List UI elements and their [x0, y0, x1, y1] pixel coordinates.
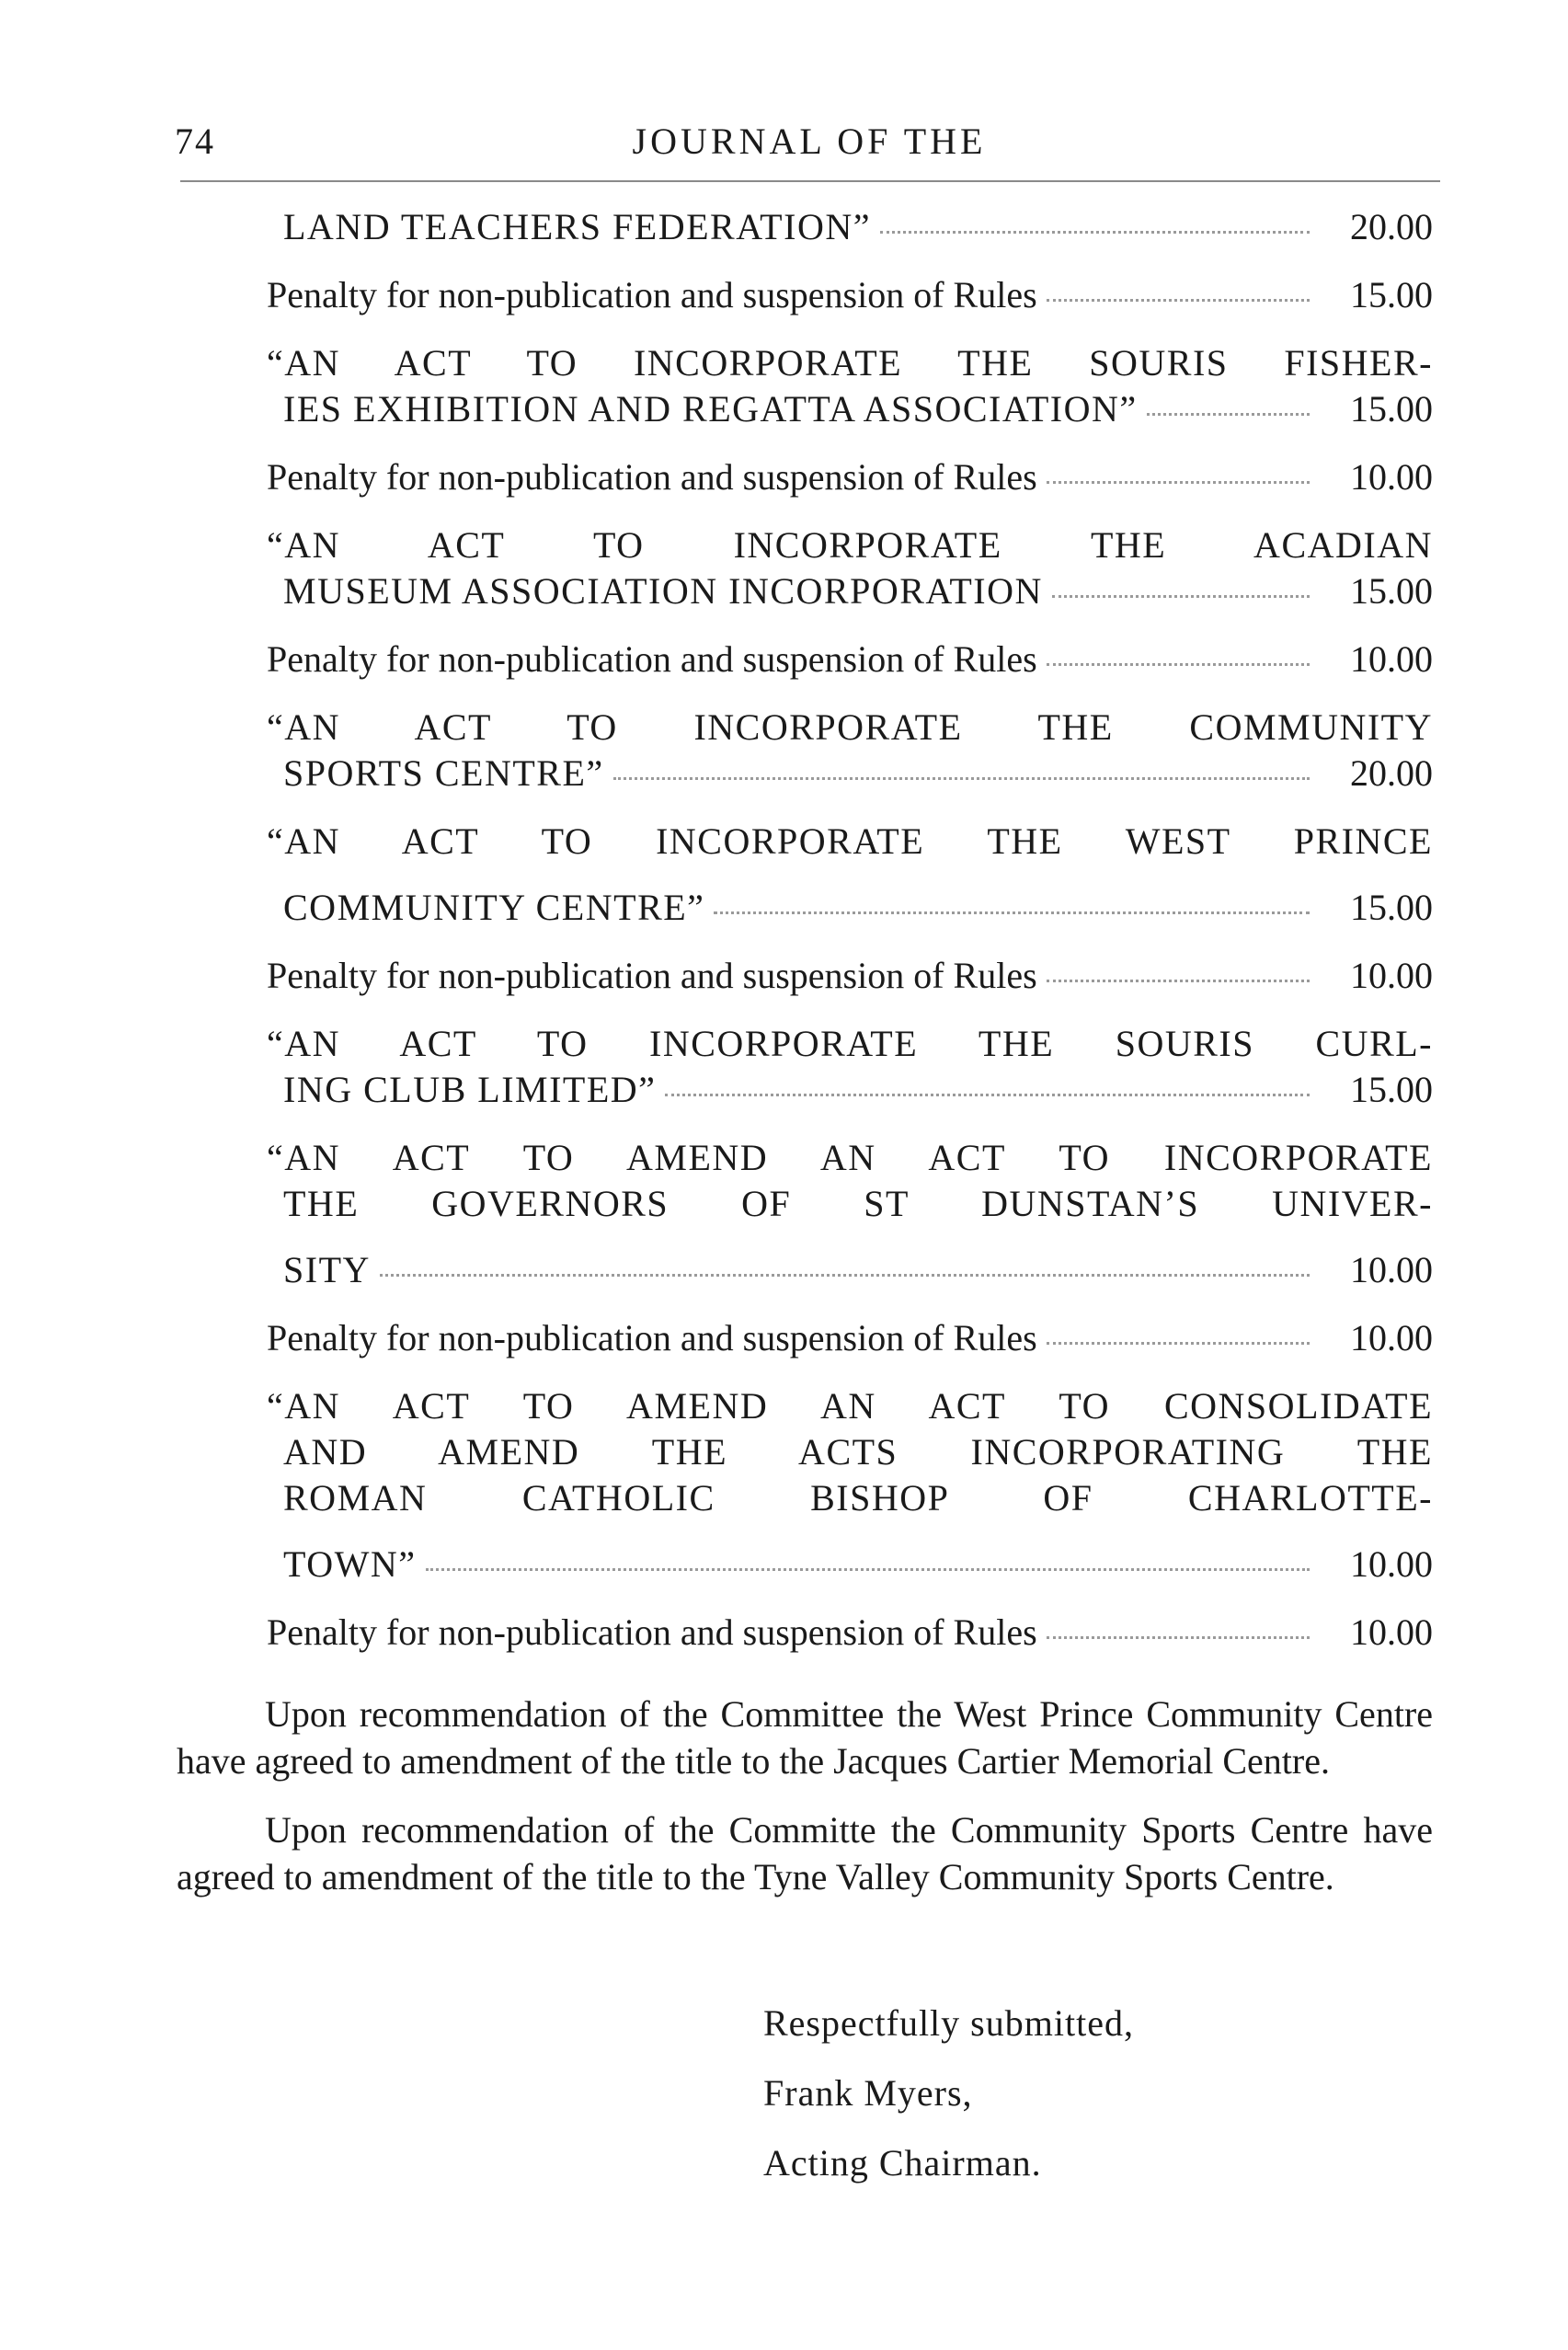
penalty-entry [267, 1610, 1433, 1656]
entry-text: Penalty for non-publication and suspension of Rules [267, 1611, 1037, 1653]
fee-amount: 15.00 [1350, 887, 1433, 928]
recommendation-paragraph: Upon recommendation of the Committee the West Prince Community Centre have agreed to amendment of the title to the Jacques Cartier Memorial Centre. [177, 1693, 1433, 1782]
fee-amount: 10.00 [1350, 1611, 1433, 1653]
dot-leader [714, 911, 1310, 914]
dot-leader [613, 777, 1310, 780]
entry-leader-line [267, 636, 1433, 682]
act-entry [267, 1135, 1433, 1293]
entry-leader-line [267, 885, 1433, 931]
act-entry [267, 204, 1433, 250]
running-head: JOURNAL OF THE [632, 120, 987, 162]
entry-text: “AN ACT TO AMEND AN ACT TO INCORPORATE [267, 1137, 1433, 1178]
entry-text: IES EXHIBITION AND REGATTA ASSOCIATION” [283, 388, 1138, 430]
fee-amount: 10.00 [1350, 955, 1433, 996]
entry-text: Penalty for non-publication and suspension of Rules [267, 638, 1037, 680]
penalty-entry [267, 636, 1433, 682]
committee-recommendations [177, 1691, 1433, 1900]
entry-text: MUSEUM ASSOCIATION INCORPORATION [283, 570, 1043, 612]
entry-text: “AN ACT TO INCORPORATE THE WEST PRINCE [267, 820, 1433, 862]
act-entry [267, 1021, 1433, 1113]
penalty-entry [267, 454, 1433, 500]
fee-schedule-list [267, 204, 1433, 1656]
entry-text: Penalty for non-publication and suspension of Rules [267, 1317, 1037, 1358]
signature-closing: Respectfully submitted, [763, 2002, 1134, 2044]
entry-text: “AN ACT TO INCORPORATE THE SOURIS FISHER- [267, 342, 1433, 384]
signature-name: Frank Myers, [763, 2072, 973, 2114]
entry-leader-line [267, 386, 1433, 432]
fee-amount: 15.00 [1350, 1069, 1433, 1110]
entry-text: LAND TEACHERS FEDERATION” [283, 206, 871, 247]
entry-text: Penalty for non-publication and suspension of Rules [267, 274, 1037, 315]
dot-leader [1147, 413, 1310, 416]
fee-amount: 10.00 [1350, 1317, 1433, 1358]
entry-leader-line [267, 953, 1433, 999]
fee-amount: 15.00 [1350, 570, 1433, 612]
act-entry [267, 522, 1433, 614]
entry-text: “AN ACT TO INCORPORATE THE COMMUNITY [267, 706, 1433, 748]
act-entry [267, 705, 1433, 797]
dot-leader [1047, 663, 1310, 666]
page-number: 74 [175, 120, 215, 162]
entry-leader-line [267, 1542, 1433, 1588]
entry-leader-line [267, 751, 1433, 797]
entry-text: Penalty for non-publication and suspension of Rules [267, 955, 1037, 996]
entry-leader-line [267, 1067, 1433, 1113]
recommendation-paragraph: Upon recommendation of the Committe the Community Sports Centre have agreed to amendment of the title to the Tyne Valley Community Sports Centre. [177, 1809, 1433, 1897]
fee-amount: 10.00 [1350, 1543, 1433, 1585]
page-header [175, 120, 1444, 175]
header-rule [180, 180, 1440, 182]
entry-text: AND AMEND THE ACTS INCORPORATING THE [283, 1431, 1433, 1473]
act-entry [267, 819, 1433, 931]
entry-text: “AN ACT TO INCORPORATE THE ACADIAN [267, 524, 1433, 566]
entry-leader-line [267, 568, 1433, 614]
dot-leader [880, 231, 1310, 234]
fee-amount: 10.00 [1350, 456, 1433, 498]
signature-title: Acting Chairman. [763, 2142, 1042, 2184]
penalty-entry [267, 953, 1433, 999]
dot-leader [1047, 1342, 1310, 1345]
dot-leader [1052, 595, 1310, 598]
dot-leader [1047, 980, 1310, 982]
entry-text: SITY [283, 1249, 371, 1290]
penalty-entry [267, 1315, 1433, 1361]
penalty-entry [267, 272, 1433, 318]
entry-text: ROMAN CATHOLIC BISHOP OF CHARLOTTE- [283, 1477, 1433, 1519]
dot-leader [1047, 1636, 1310, 1639]
dot-leader [1047, 299, 1310, 302]
entry-text: SPORTS CENTRE” [283, 752, 604, 794]
fee-amount: 10.00 [1350, 1249, 1433, 1290]
entry-leader-line [267, 204, 1433, 250]
fee-amount: 20.00 [1350, 752, 1433, 794]
entry-text: “AN ACT TO INCORPORATE THE SOURIS CURL- [267, 1023, 1433, 1064]
entry-text: ING CLUB LIMITED” [283, 1069, 657, 1110]
entry-leader-line [267, 1247, 1433, 1293]
entry-text: Penalty for non-publication and suspension of Rules [267, 456, 1037, 498]
dot-leader [380, 1274, 1310, 1277]
dot-leader [665, 1094, 1310, 1096]
entry-leader-line [267, 1610, 1433, 1656]
entry-text: COMMUNITY CENTRE” [283, 887, 705, 928]
entry-text: “AN ACT TO AMEND AN ACT TO CONSOLIDATE [267, 1385, 1433, 1427]
signature-block [763, 1989, 1134, 2198]
dot-leader [1047, 481, 1310, 484]
entry-text: THE GOVERNORS OF ST DUNSTAN’S UNIVER- [283, 1183, 1433, 1224]
fee-amount: 20.00 [1350, 206, 1433, 247]
dot-leader [426, 1568, 1310, 1571]
fee-amount: 15.00 [1350, 274, 1433, 315]
entry-text: TOWN” [283, 1543, 417, 1585]
act-entry [267, 340, 1433, 432]
act-entry [267, 1383, 1433, 1588]
fee-amount: 15.00 [1350, 388, 1433, 430]
fee-amount: 10.00 [1350, 638, 1433, 680]
entry-leader-line [267, 454, 1433, 500]
entry-leader-line [267, 272, 1433, 318]
entry-leader-line [267, 1315, 1433, 1361]
